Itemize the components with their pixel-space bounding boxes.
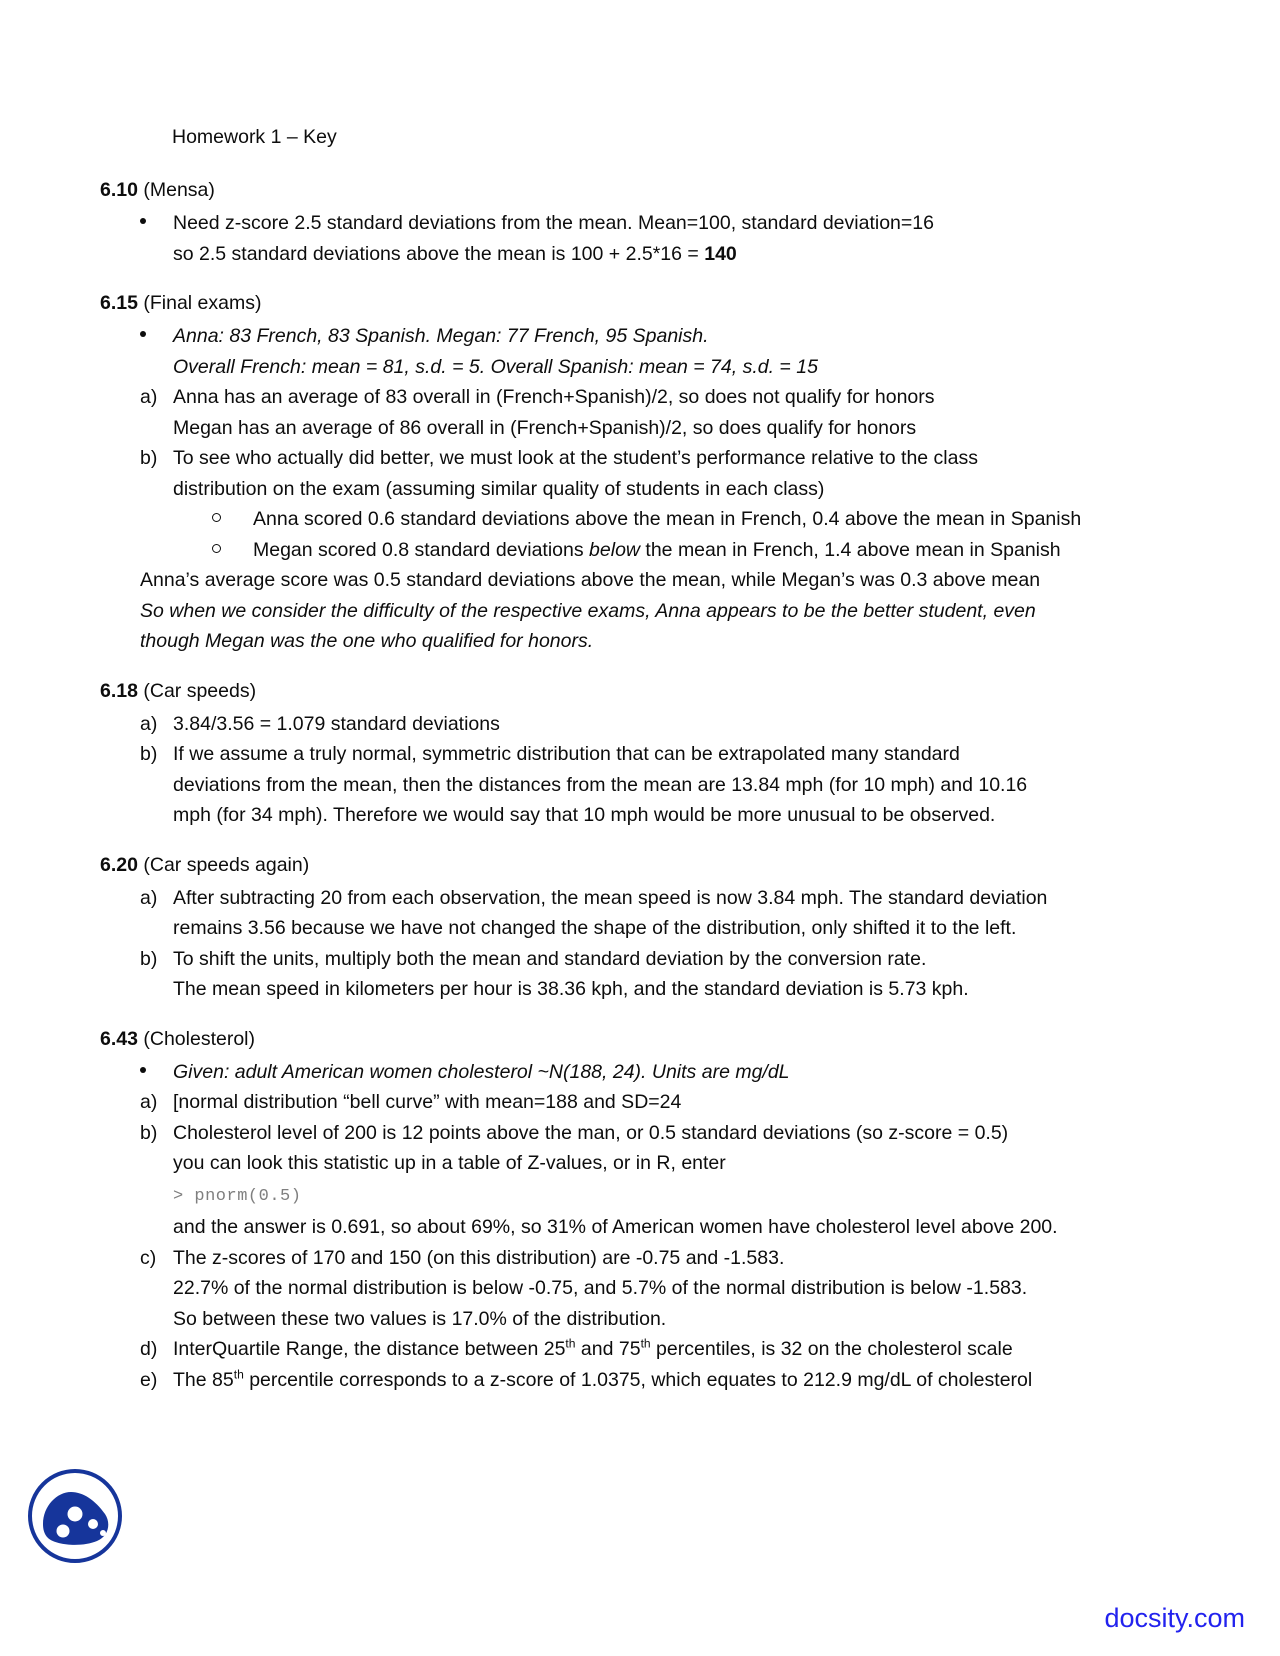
alpha-list-item (100, 1365, 1100, 1396)
text-run: So between these two values is 17.0% of the distribution. (173, 1307, 667, 1330)
text-run: The mean speed in kilometers per hour is 38.36 kph, and the standard deviation is 5.73 kph. (173, 978, 969, 1000)
continuation-line (100, 474, 1100, 505)
docsity-logo-icon (23, 1462, 127, 1566)
hollow-circle-icon (212, 504, 253, 535)
list-marker: a) (140, 886, 158, 909)
text-run: deviations from the mean, then the distances from the mean are 13.84 mph (for 10 mph) and 10.16 (173, 773, 1028, 796)
text-run: 22.7% of the normal distribution is below -0.75, and 5.7% of the normal distribution is below -1.583. (173, 1277, 1028, 1299)
alpha-list-item (100, 1243, 1100, 1274)
alpha-list-item (100, 709, 1100, 740)
text-run: Megan scored 0.8 standard deviations (253, 538, 590, 561)
continuation-line (100, 565, 1100, 596)
text-run: The z-scores of 170 and 150 (on this distribution) are -0.75 and -1.583. (173, 1246, 785, 1269)
emphasis-italic: below (589, 538, 640, 561)
sub-bullet-list-item (100, 535, 1100, 566)
text-run: Given: adult American women cholesterol ~N(188, 24). Units are mg/dL (173, 1060, 790, 1083)
bullet-icon (140, 321, 173, 352)
alpha-list-item (100, 883, 1100, 914)
sections-container (100, 174, 1100, 1395)
list-item-text (253, 535, 1100, 566)
list-marker: b) (140, 947, 158, 970)
list-item-text (173, 208, 1100, 239)
text-run: Overall French: mean = 81, s.d. = 5. Overall Spanish: mean = 74, s.d. = 15 (173, 355, 818, 378)
text-run: and the answer is 0.691, so about 69%, so 31% of American women have cholesterol level above 200. (173, 1216, 1058, 1238)
section-name: (Mensa) (143, 179, 215, 201)
continuation-line (100, 770, 1100, 801)
list-marker: c) (140, 1246, 157, 1269)
list-marker: b) (140, 743, 158, 765)
list-item-text (173, 321, 1100, 352)
alpha-list-item (100, 1334, 1100, 1365)
section-name: (Final exams) (143, 292, 262, 314)
continuation-line (100, 1304, 1100, 1335)
section-heading (100, 1023, 1100, 1055)
emphasis-bold: 140 (704, 242, 737, 265)
continuation-line (100, 352, 1100, 383)
alpha-list-item (100, 443, 1100, 474)
list-item-text (173, 382, 1100, 413)
sub-bullet-list-item (100, 504, 1100, 535)
list-item-text (173, 739, 1100, 770)
continuation-line (100, 1273, 1100, 1304)
list-marker: b) (140, 447, 158, 469)
section-number: 6.43 (100, 1027, 138, 1050)
text-run: so 2.5 standard deviations above the mean is 100 + 2.5*16 = (173, 242, 705, 265)
bullet-list-item (100, 1057, 1100, 1088)
text-run: Anna’s average score was 0.5 standard deviations above the mean, while Megan’s was 0.3 above mean (140, 569, 1041, 591)
text-run: Anna has an average of 83 overall in (French+Spanish)/2, so does not qualify for honors (173, 386, 935, 408)
alpha-list-item (100, 944, 1100, 975)
problem-section (100, 675, 1100, 831)
bullet-icon (140, 1057, 173, 1088)
text-run: After subtracting 20 from each observation, the mean speed is now 3.84 mph. The standard deviation (173, 886, 1048, 909)
rich-text: InterQuartile Range, the distance between 25th and 75th percentiles, is 32 on the cholesterol scale (173, 1336, 1013, 1360)
text-run: though Megan was the one who qualified for honors. (140, 630, 594, 652)
section-name: (Car speeds again) (143, 853, 310, 876)
text-run: To see who actually did better, we must look at the student’s performance relative to the class (173, 447, 978, 469)
section-name: (Car speeds) (143, 679, 257, 702)
hollow-circle-icon (212, 535, 253, 566)
continuation-line (100, 1212, 1100, 1243)
text-run: Anna: 83 French, 83 Spanish. Megan: 77 French, 95 Spanish. (173, 325, 709, 347)
list-item-text (173, 709, 1100, 740)
list-item-text (173, 1365, 1100, 1396)
list-item-text (173, 1057, 1100, 1088)
text-run: To shift the units, multiply both the mean and standard deviation by the conversion rate. (173, 947, 927, 970)
list-item-text (173, 1243, 1100, 1274)
continuation-line (100, 974, 1100, 1005)
text-run: Anna scored 0.6 standard deviations above the mean in French, 0.4 above the mean in Spanish (253, 508, 1082, 530)
alpha-list-item (100, 1118, 1100, 1149)
list-item-text (173, 1087, 1100, 1118)
continuation-line (100, 413, 1100, 444)
text-run: If we assume a truly normal, symmetric distribution that can be extrapolated many standard (173, 743, 960, 765)
section-number: 6.20 (100, 853, 138, 876)
bullet-icon (140, 208, 173, 239)
list-marker: d) (140, 1338, 158, 1360)
list-item-text (173, 1118, 1100, 1149)
text-run: [normal distribution “bell curve” with mean=188 and SD=24 (173, 1091, 682, 1113)
problem-section (100, 287, 1100, 657)
text-run: remains 3.56 because we have not changed the shape of the distribution, only shifted it to the left. (173, 917, 1017, 939)
continuation-line (100, 626, 1100, 657)
section-heading (100, 174, 1100, 206)
text-run: distribution on the exam (assuming similar quality of students in each class) (173, 477, 825, 500)
list-item-text (253, 504, 1100, 535)
list-marker: a) (140, 386, 158, 408)
text-run: Need z-score 2.5 standard deviations from the mean. Mean=100, standard deviation=16 (173, 212, 934, 234)
section-number: 6.18 (100, 679, 138, 702)
continuation-line (100, 800, 1100, 831)
problem-section (100, 849, 1100, 1005)
rich-text: The 85th percentile corresponds to a z-score of 1.0375, which equates to 212.9 mg/dL of cholesterol (173, 1367, 1033, 1391)
list-item-text (173, 443, 1100, 474)
section-name: (Cholesterol) (143, 1027, 255, 1050)
text-run: mph (for 34 mph). Therefore we would say that 10 mph would be more unusual to be observed. (173, 804, 996, 826)
alpha-list-item (100, 1087, 1100, 1118)
list-marker: a) (140, 1091, 158, 1113)
code-snippet: > pnorm(0.5) (173, 1186, 302, 1206)
continuation-line (100, 1148, 1100, 1179)
section-heading (100, 287, 1100, 319)
list-item-text (173, 1334, 1100, 1365)
section-number: 6.10 (100, 179, 138, 201)
text-run: So when we consider the difficulty of the respective exams, Anna appears to be the better student, even (140, 599, 1036, 622)
section-heading (100, 849, 1100, 881)
continuation-line (100, 239, 1100, 270)
list-marker: e) (140, 1368, 158, 1391)
section-number: 6.15 (100, 292, 138, 314)
section-heading (100, 675, 1100, 707)
list-marker: a) (140, 712, 158, 735)
document-body (100, 122, 1100, 1413)
list-item-text (173, 944, 1100, 975)
continuation-line (100, 913, 1100, 944)
bullet-list-item (100, 208, 1100, 239)
list-item-text (173, 883, 1100, 914)
document-title: Homework 1 – Key (172, 126, 337, 148)
text-run: you can look this statistic up in a table of Z-values, or in R, enter (173, 1152, 726, 1174)
continuation-line (100, 596, 1100, 627)
alpha-list-item (100, 739, 1100, 770)
problem-section (100, 174, 1100, 269)
text-run: Cholesterol level of 200 is 12 points above the man, or 0.5 standard deviations (so z-score = 0.5) (173, 1121, 1009, 1144)
problem-section (100, 1023, 1100, 1396)
alpha-list-item (100, 382, 1100, 413)
continuation-line (100, 1179, 1100, 1213)
list-marker: b) (140, 1121, 158, 1144)
bullet-list-item (100, 321, 1100, 352)
text-run: 3.84/3.56 = 1.079 standard deviations (173, 712, 500, 735)
text-run: the mean in French, 1.4 above mean in Spanish (640, 538, 1061, 561)
text-run: Megan has an average of 86 overall in (French+Spanish)/2, so does qualify for honors (173, 416, 917, 439)
docsity-brand-link[interactable]: docsity.com (1104, 1603, 1245, 1633)
